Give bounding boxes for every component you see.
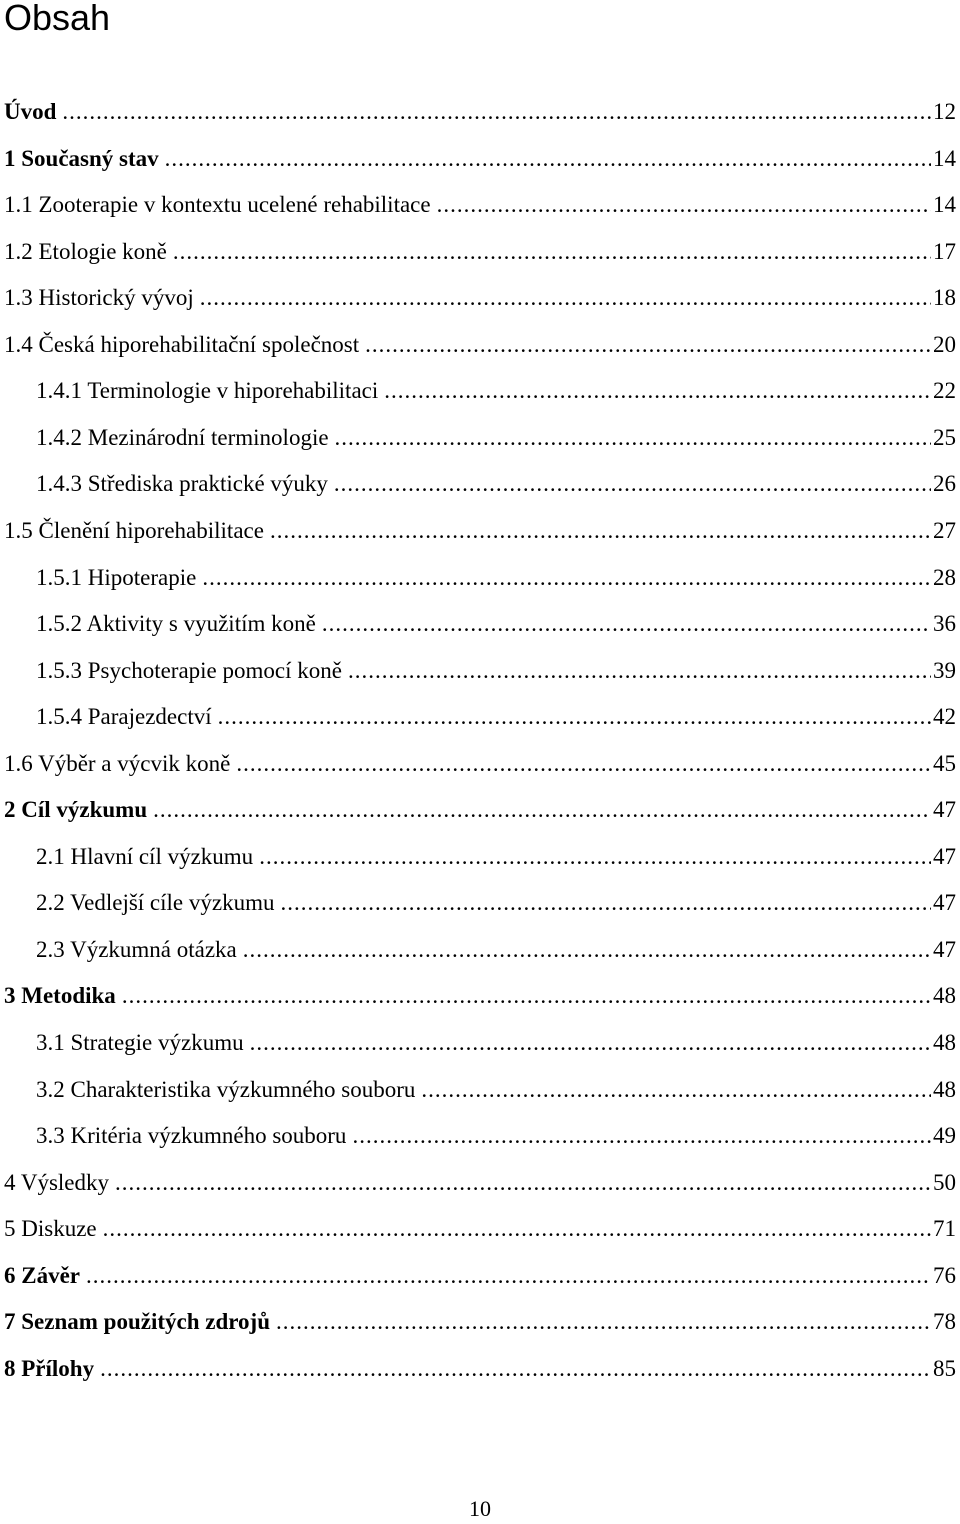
- toc-entry-page: 48: [933, 983, 956, 1009]
- toc-dot-leader: [200, 283, 931, 313]
- toc-entry-page: 14: [933, 145, 956, 171]
- toc-entry-page: 28: [933, 564, 956, 590]
- page-title: Obsah: [4, 0, 111, 38]
- toc-entry-label: 1.4 Česká hiporehabilitační společnost: [4, 331, 360, 357]
- toc-dot-leader: [270, 516, 931, 546]
- toc-dot-leader: [280, 888, 931, 918]
- toc-entry-label: 5 Diskuze: [4, 1216, 97, 1242]
- toc-entry-page: 26: [933, 471, 956, 497]
- toc-entry-page: 27: [933, 517, 956, 543]
- toc-dot-leader: [384, 376, 931, 406]
- toc-entry-label: 2.1 Hlavní cíl výzkumu: [36, 843, 254, 869]
- toc-entry-page: 78: [933, 1309, 956, 1335]
- toc-entry[interactable]: [4, 1214, 956, 1244]
- toc-entry-page: 14: [933, 192, 956, 218]
- toc-entry[interactable]: [4, 795, 956, 825]
- toc-dot-leader: [165, 144, 931, 174]
- toc-entry-page: 76: [933, 1262, 956, 1288]
- toc-dot-leader: [202, 563, 931, 593]
- toc-entry-label: 2.3 Výzkumná otázka: [36, 936, 237, 962]
- toc-entry-page: 12: [933, 99, 956, 124]
- toc-entry-label: 4 Výsledky: [4, 1169, 109, 1195]
- toc-entry[interactable]: [4, 1307, 956, 1337]
- toc-entry-page: 47: [933, 843, 956, 869]
- toc-entry-label: 1.4.3 Střediska praktické výuky: [36, 471, 328, 497]
- toc-dot-leader: [322, 609, 931, 639]
- toc-entry[interactable]: [36, 842, 956, 872]
- toc-entry[interactable]: [36, 469, 956, 499]
- toc-entry-label: 1.4.2 Mezinárodní terminologie: [36, 424, 329, 450]
- toc-entry-label: 3.1 Strategie výzkumu: [36, 1030, 244, 1055]
- toc-entry-label: 1.5 Členění hiporehabilitace: [4, 517, 264, 543]
- toc-entry-label: 3.3 Kritéria výzkumného souboru: [36, 1123, 347, 1149]
- toc-entry[interactable]: [4, 1354, 956, 1384]
- toc-dot-leader: [243, 935, 931, 965]
- toc-entry[interactable]: [4, 190, 956, 220]
- toc-entry-label: 1.5.3 Psychoterapie pomocí koně: [36, 657, 342, 683]
- toc-entry[interactable]: [4, 1168, 956, 1198]
- toc-entry-page: 47: [933, 890, 956, 916]
- toc-entry-label: 1.6 Výběr a výcvik koně: [4, 750, 231, 776]
- toc-entry-label: 7 Seznam použitých zdrojů: [4, 1309, 270, 1335]
- toc-dot-leader: [437, 190, 931, 220]
- toc-entry-label: 3.2 Charakteristika výzkumného souboru: [36, 1076, 416, 1102]
- toc-dot-leader: [236, 749, 931, 779]
- toc-entry-page: 47: [933, 797, 956, 823]
- toc-dot-leader: [250, 1028, 931, 1058]
- toc-entry[interactable]: [36, 656, 956, 686]
- toc-dot-leader: [86, 1261, 931, 1291]
- toc-entry-page: 22: [933, 378, 956, 404]
- toc-dot-leader: [100, 1354, 931, 1384]
- toc-entry[interactable]: [4, 749, 956, 779]
- toc-entry[interactable]: [4, 97, 956, 127]
- toc-entry-page: 39: [933, 657, 956, 683]
- toc-entry-label: 1.1 Zooterapie v kontextu ucelené rehabilitace: [4, 192, 431, 218]
- toc-entry[interactable]: [4, 283, 956, 313]
- toc-entry-page: 71: [933, 1216, 956, 1242]
- toc-entry-label: 1.3 Historický vývoj: [4, 285, 194, 311]
- toc-entry[interactable]: [36, 609, 956, 639]
- toc-dot-leader: [173, 237, 931, 267]
- toc-dot-leader: [153, 795, 931, 825]
- toc-entry[interactable]: [36, 423, 956, 453]
- toc-entry[interactable]: [36, 888, 956, 918]
- toc-entry-page: 47: [933, 936, 956, 962]
- toc-entry[interactable]: [4, 237, 956, 267]
- toc-entry-label: Úvod: [4, 99, 57, 124]
- toc-entry[interactable]: [4, 1261, 956, 1291]
- toc-entry-label: 2 Cíl výzkumu: [4, 797, 148, 823]
- toc-dot-leader: [218, 702, 931, 732]
- toc-entry[interactable]: [36, 1075, 956, 1105]
- toc-entry[interactable]: [4, 144, 956, 174]
- toc-entry-page: 18: [933, 285, 956, 311]
- toc-entry-page: 49: [933, 1123, 956, 1149]
- toc-entry-page: 48: [933, 1030, 956, 1055]
- toc-entry-page: 85: [933, 1355, 956, 1381]
- toc-dot-leader: [421, 1075, 931, 1105]
- toc-entry[interactable]: [36, 935, 956, 965]
- toc-dot-leader: [335, 423, 931, 453]
- toc-entry-page: 45: [933, 750, 956, 776]
- toc-dot-leader: [276, 1307, 931, 1337]
- toc-entry-page: 17: [933, 238, 956, 264]
- toc-dot-leader: [103, 1214, 931, 1244]
- toc-entry[interactable]: [36, 563, 956, 593]
- toc-dot-leader: [62, 97, 931, 127]
- toc-dot-leader: [334, 469, 931, 499]
- toc-entry-label: 1.5.2 Aktivity s využitím koně: [36, 611, 316, 637]
- toc-entry[interactable]: [4, 330, 956, 360]
- toc-entry-label: 8 Přílohy: [4, 1355, 95, 1381]
- toc-entry-label: 1.5.1 Hipoterapie: [36, 564, 197, 590]
- toc-entry[interactable]: [4, 516, 956, 546]
- toc-dot-leader: [122, 981, 931, 1011]
- toc-entry-page: 42: [933, 704, 956, 730]
- toc-entry-page: 48: [933, 1076, 956, 1102]
- toc-entry-page: 36: [933, 611, 956, 637]
- toc-entry[interactable]: [36, 376, 956, 406]
- toc-dot-leader: [259, 842, 931, 872]
- toc-dot-leader: [348, 656, 931, 686]
- page-number: 10: [469, 1496, 491, 1521]
- toc-entry-label: 1.4.1 Terminologie v hiporehabilitaci: [36, 378, 379, 404]
- toc-entry-page: 25: [933, 424, 956, 450]
- toc-entry-label: 1 Současný stav: [4, 145, 159, 171]
- toc-entry-label: 3 Metodika: [4, 983, 116, 1009]
- toc-entry-label: 1.5.4 Parajezdectví: [36, 704, 212, 730]
- toc-entry[interactable]: [36, 702, 956, 732]
- toc-entry-page: 20: [933, 331, 956, 357]
- toc-entry-page: 50: [933, 1169, 956, 1195]
- toc-entry[interactable]: [4, 981, 956, 1011]
- toc-entry-label: 2.2 Vedlejší cíle výzkumu: [36, 890, 275, 916]
- toc-dot-leader: [115, 1168, 931, 1198]
- toc-dot-leader: [365, 330, 931, 360]
- toc-entry-label: 6 Závěr: [4, 1262, 81, 1288]
- toc-dot-leader: [352, 1121, 931, 1151]
- toc-entry[interactable]: [36, 1121, 956, 1151]
- toc-entry-label: 1.2 Etologie koně: [4, 238, 167, 264]
- toc-entry[interactable]: [36, 1028, 956, 1058]
